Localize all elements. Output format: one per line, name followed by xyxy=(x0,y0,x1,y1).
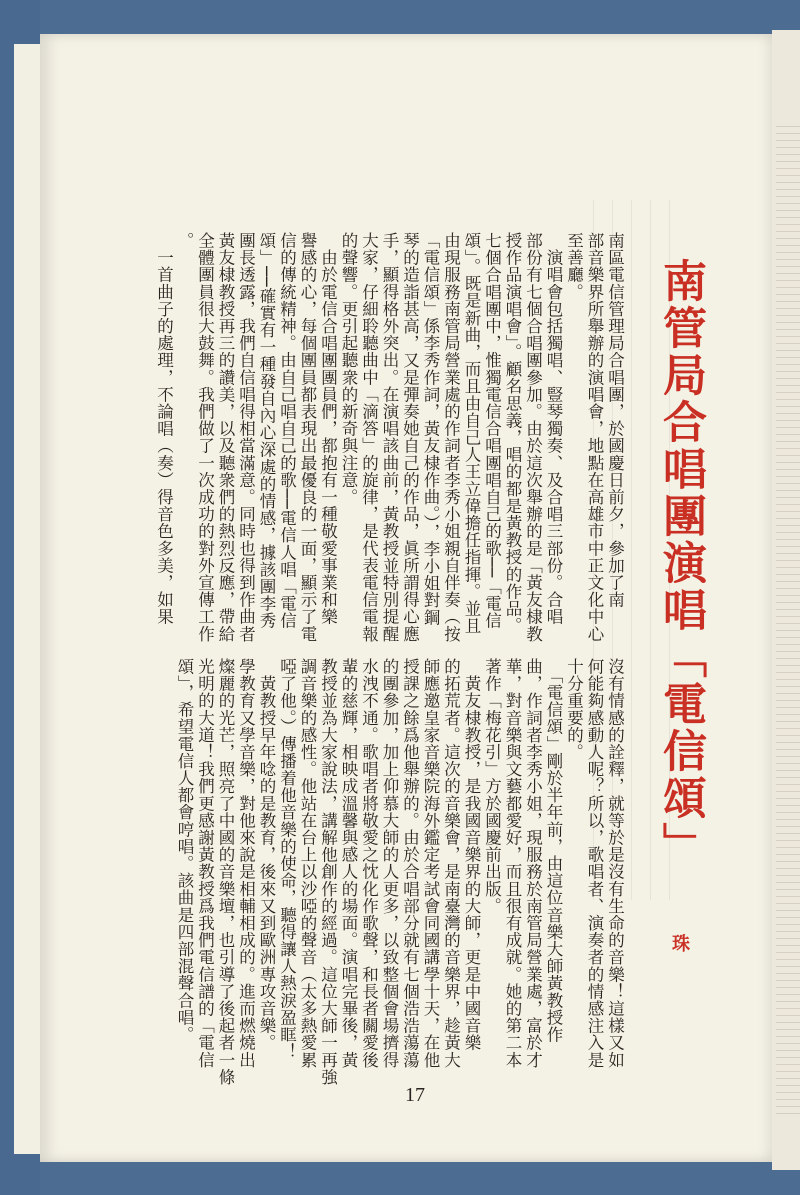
text-column: 由於電信合唱團團員們，都抱有一種敬愛事業和樂 xyxy=(318,232,338,626)
text-column: 頌」──確實有一種發自內心深處的情感，據該團李秀 xyxy=(257,232,276,630)
text-column: 黃教授早年唸的是教育，後來又到歐洲專攻音樂。 xyxy=(257,658,276,1052)
text-column: 的拓荒者。這次的音樂會，是南臺灣的音樂界，趁黃大 xyxy=(441,658,461,1069)
text-column: 手，顯得格外突出。在演唱該曲前，黃教授並特別提醒 xyxy=(380,232,399,643)
text-column: 光明的大道！我們更感謝黃教授爲我們電信譜的「電信 xyxy=(195,658,215,1069)
text-column: 琴的造詣甚高，又是彈奏她自己的作品，眞所謂得心應 xyxy=(400,232,420,643)
text-column: 何能夠感動人呢？所以，歌唱者、演奏者的情感注入是 xyxy=(585,658,604,1069)
text-column: 黃友棣教授，是我國音樂界的大師，更是中國音樂 xyxy=(462,658,481,1052)
text-column: 燦麗的光芒，照亮了中國的音樂壇，也引導了後起者一條 xyxy=(216,658,235,1086)
text-column: 啞了他。）傳播着他音樂的使命，聽得讓人熱淚盈眶！ xyxy=(277,658,297,1061)
article-title: 南管局合唱團演唱「電信頌」 xyxy=(655,258,706,869)
text-column: 頌」，希望電信人都會哼唱。該曲是四部混聲合唱。 xyxy=(175,658,194,1044)
text-column: 輩的慈輝，相映成溫馨與感人的場面。演唱完畢後，黃 xyxy=(339,658,358,1069)
text-column: 黃友棣教授再三的讚美，以及聽衆們的熱烈反應，帶給 xyxy=(216,232,235,643)
text-column: 部份有七個合唱團參加。由於這次舉辦的是「黃友棣教 xyxy=(523,232,543,643)
text-column: 團長透露，我們自信唱得相當滿意。同時也得到作曲者 xyxy=(236,232,256,643)
text-column: 信的傳統精神。由自己唱自己的歌──電信人唱「電信 xyxy=(277,232,297,630)
text-column: 的聲響。更引起聽衆的新奇與注意。 xyxy=(339,232,358,506)
text-column: 水洩不通。歌唱者將敬愛之忱化作歌聲，和長者關愛後 xyxy=(359,658,379,1069)
text-column: 譽感的心，每個團員都表現出最優良的一面，顯示了電 xyxy=(298,232,317,643)
text-column: 由現服務南管局營業處的作詞者李秀小姐親自伴奏（按 xyxy=(441,232,461,643)
text-column: 師應邀皇家音樂院海外鑑定考試會同國講學十天，在他 xyxy=(421,658,440,1069)
text-column: 。 xyxy=(175,232,194,250)
text-column: 曲，作詞者李秀小姐，現服務於南管局營業處，富於才 xyxy=(523,658,543,1069)
text-column: 調音樂的感性。他站在台上以沙啞的聲音（太多熱愛累 xyxy=(298,658,317,1069)
text-column: 教授並為大家說法，講解他創作的經過。這位大師一再強 xyxy=(318,658,338,1086)
text-column: 七個合唱團中，惟獨電信合唱團唱自己的歌──「電信 xyxy=(482,232,502,630)
text-column: 大家，仔細聆聽曲中「滴答」的旋律，是代表電信電報 xyxy=(359,232,379,643)
text-column: 學教育又學音樂，對他來說是相輔相成的。進而燃燒出 xyxy=(236,658,256,1069)
next-page-strip xyxy=(776,120,800,1120)
text-column: 部音樂界所舉辦的演唱會，地點在高雄市中正文化中心 xyxy=(585,232,604,643)
text-column: 南區電信管理局合唱團，於國慶日前夕，參加了南 xyxy=(605,232,625,609)
author-name: 珠 xyxy=(672,934,690,955)
text-column: 十分重要的。 xyxy=(564,658,584,761)
text-column: 沒有情感的詮釋，就等於是沒有生命的音樂！這樣又如 xyxy=(605,658,625,1069)
text-column: 授作品演唱會」。顧名思義，唱的都是黃教授的作品。 xyxy=(503,232,522,635)
page-number: 17 xyxy=(405,1084,425,1106)
text-column: 華，對音樂與文藝都愛好，而且很有成就。她的第二本 xyxy=(503,658,522,1069)
text-column: 著作「梅花引」方於國慶前出版。 xyxy=(482,658,502,915)
text-column: 「電信頌」係李秀作詞，黃友棣作曲。），李小姐對鋼 xyxy=(421,232,440,626)
text-column: 授課之餘爲他舉辦的。由於合唱部分就有七個浩浩蕩蕩 xyxy=(400,658,420,1069)
text-column: 演唱會包括獨唱、豎琴獨奏、及合唱三部份。合唱 xyxy=(544,232,563,626)
text-column: 至善廳。 xyxy=(564,232,584,301)
text-column: 一首曲子的處理，不論唱（奏）得音色多美，如果 xyxy=(154,232,174,626)
text-column: 「電信頌」剛於半年前，由這位音樂大師黃教授作 xyxy=(544,658,563,1044)
text-column: 頌」。既是新曲，而且由自己人王立偉擔任指揮。並且 xyxy=(462,232,481,635)
text-column: 的團參加，加上仰慕大師的人更多，以致整個會場擠得 xyxy=(380,658,399,1069)
text-column: 全體團員很大鼓舞。我們做了一次成功的對外宣傳工作 xyxy=(195,232,215,643)
